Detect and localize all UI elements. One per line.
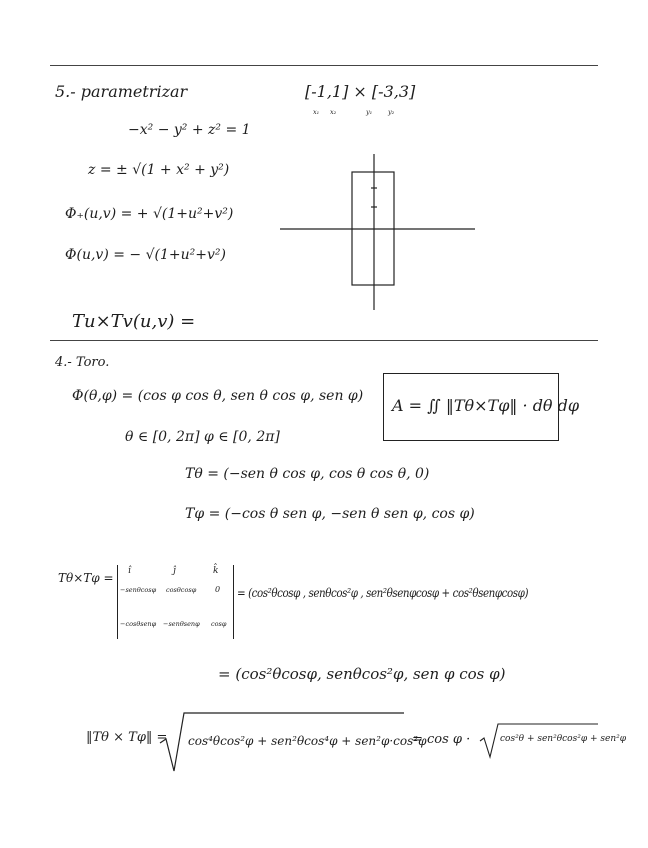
torus-parametrization: Φ(θ,φ) = (cos φ cos θ, sen θ cos φ, sen φ) — [72, 388, 364, 404]
domain-subscript-y2: y₂ — [388, 108, 395, 116]
t-theta-vector: Tθ = (−sen θ cos φ, cos θ cos θ, 0) — [185, 466, 430, 482]
norm-factor: = cos φ · — [412, 732, 471, 747]
surface-equation: −x² − y² + z² = 1 — [128, 122, 251, 138]
section5-heading: 5.- parametrizar — [55, 82, 188, 101]
area-formula-box — [383, 373, 580, 441]
matrix-cell: 0 — [215, 585, 221, 594]
domain-subscript-x1: x₁ — [313, 108, 320, 116]
matrix-cell: ĵ — [173, 566, 176, 576]
matrix-cell: −senθsenφ — [163, 620, 200, 628]
domain-subscript-x2: x₂ — [330, 108, 337, 116]
phi-minus-equation: Φ(u,v) = − √(1+u²+v²) — [65, 247, 226, 263]
matrix-cell: −cosθsenφ — [120, 620, 157, 628]
cross-product-result: = (cos²θcosφ , senθcos²φ , sen²θsenφcosφ + cos²θsenφcosφ) — [237, 586, 529, 600]
norm-radicand: cos⁴θcos²φ + sen²θcos⁴φ + sen²φ·cos²φ — [188, 734, 427, 748]
matrix-cell: î — [128, 566, 131, 576]
area-formula: A = ∬ ‖Tθ×Tφ‖ · dθ dφ — [392, 396, 580, 415]
section-separator — [50, 340, 598, 341]
matrix-cell: −senθcosφ — [120, 586, 157, 594]
norm-radicand-2: cos²θ + sen²θcos²φ + sen²φ — [500, 734, 627, 744]
norm-label: ‖Tθ × Tφ‖ = — [86, 730, 168, 745]
matrix-cell: cosθcosφ — [166, 586, 197, 594]
parameter-ranges: θ ∈ [0, 2π] φ ∈ [0, 2π] — [125, 429, 280, 445]
phi-plus-equation: Φ₊(u,v) = + √(1+u²+v²) — [65, 206, 234, 222]
domain-sketch — [270, 150, 485, 315]
section4-heading: 4.- Toro. — [55, 355, 110, 370]
top-separator — [50, 65, 598, 66]
matrix-cell: cosφ — [211, 620, 227, 628]
t-phi-vector: Tφ = (−cos θ sen φ, −sen θ sen φ, cos φ) — [185, 506, 475, 522]
z-solution: z = ± √(1 + x² + y²) — [88, 162, 230, 178]
domain-intervals: [-1,1] × [-3,3] — [305, 82, 416, 101]
normal-vector-label: Tu×Tv(u,v) = — [72, 311, 196, 332]
cross-product-simplified: = (cos²θcosφ, senθcos²φ, sen φ cos φ) — [218, 665, 506, 683]
domain-subscript-y1: y₁ — [366, 108, 373, 116]
matrix-cell: k̂ — [213, 566, 219, 576]
cross-product-label: Tθ×Tφ = — [58, 571, 114, 585]
determinant-matrix — [117, 565, 234, 639]
